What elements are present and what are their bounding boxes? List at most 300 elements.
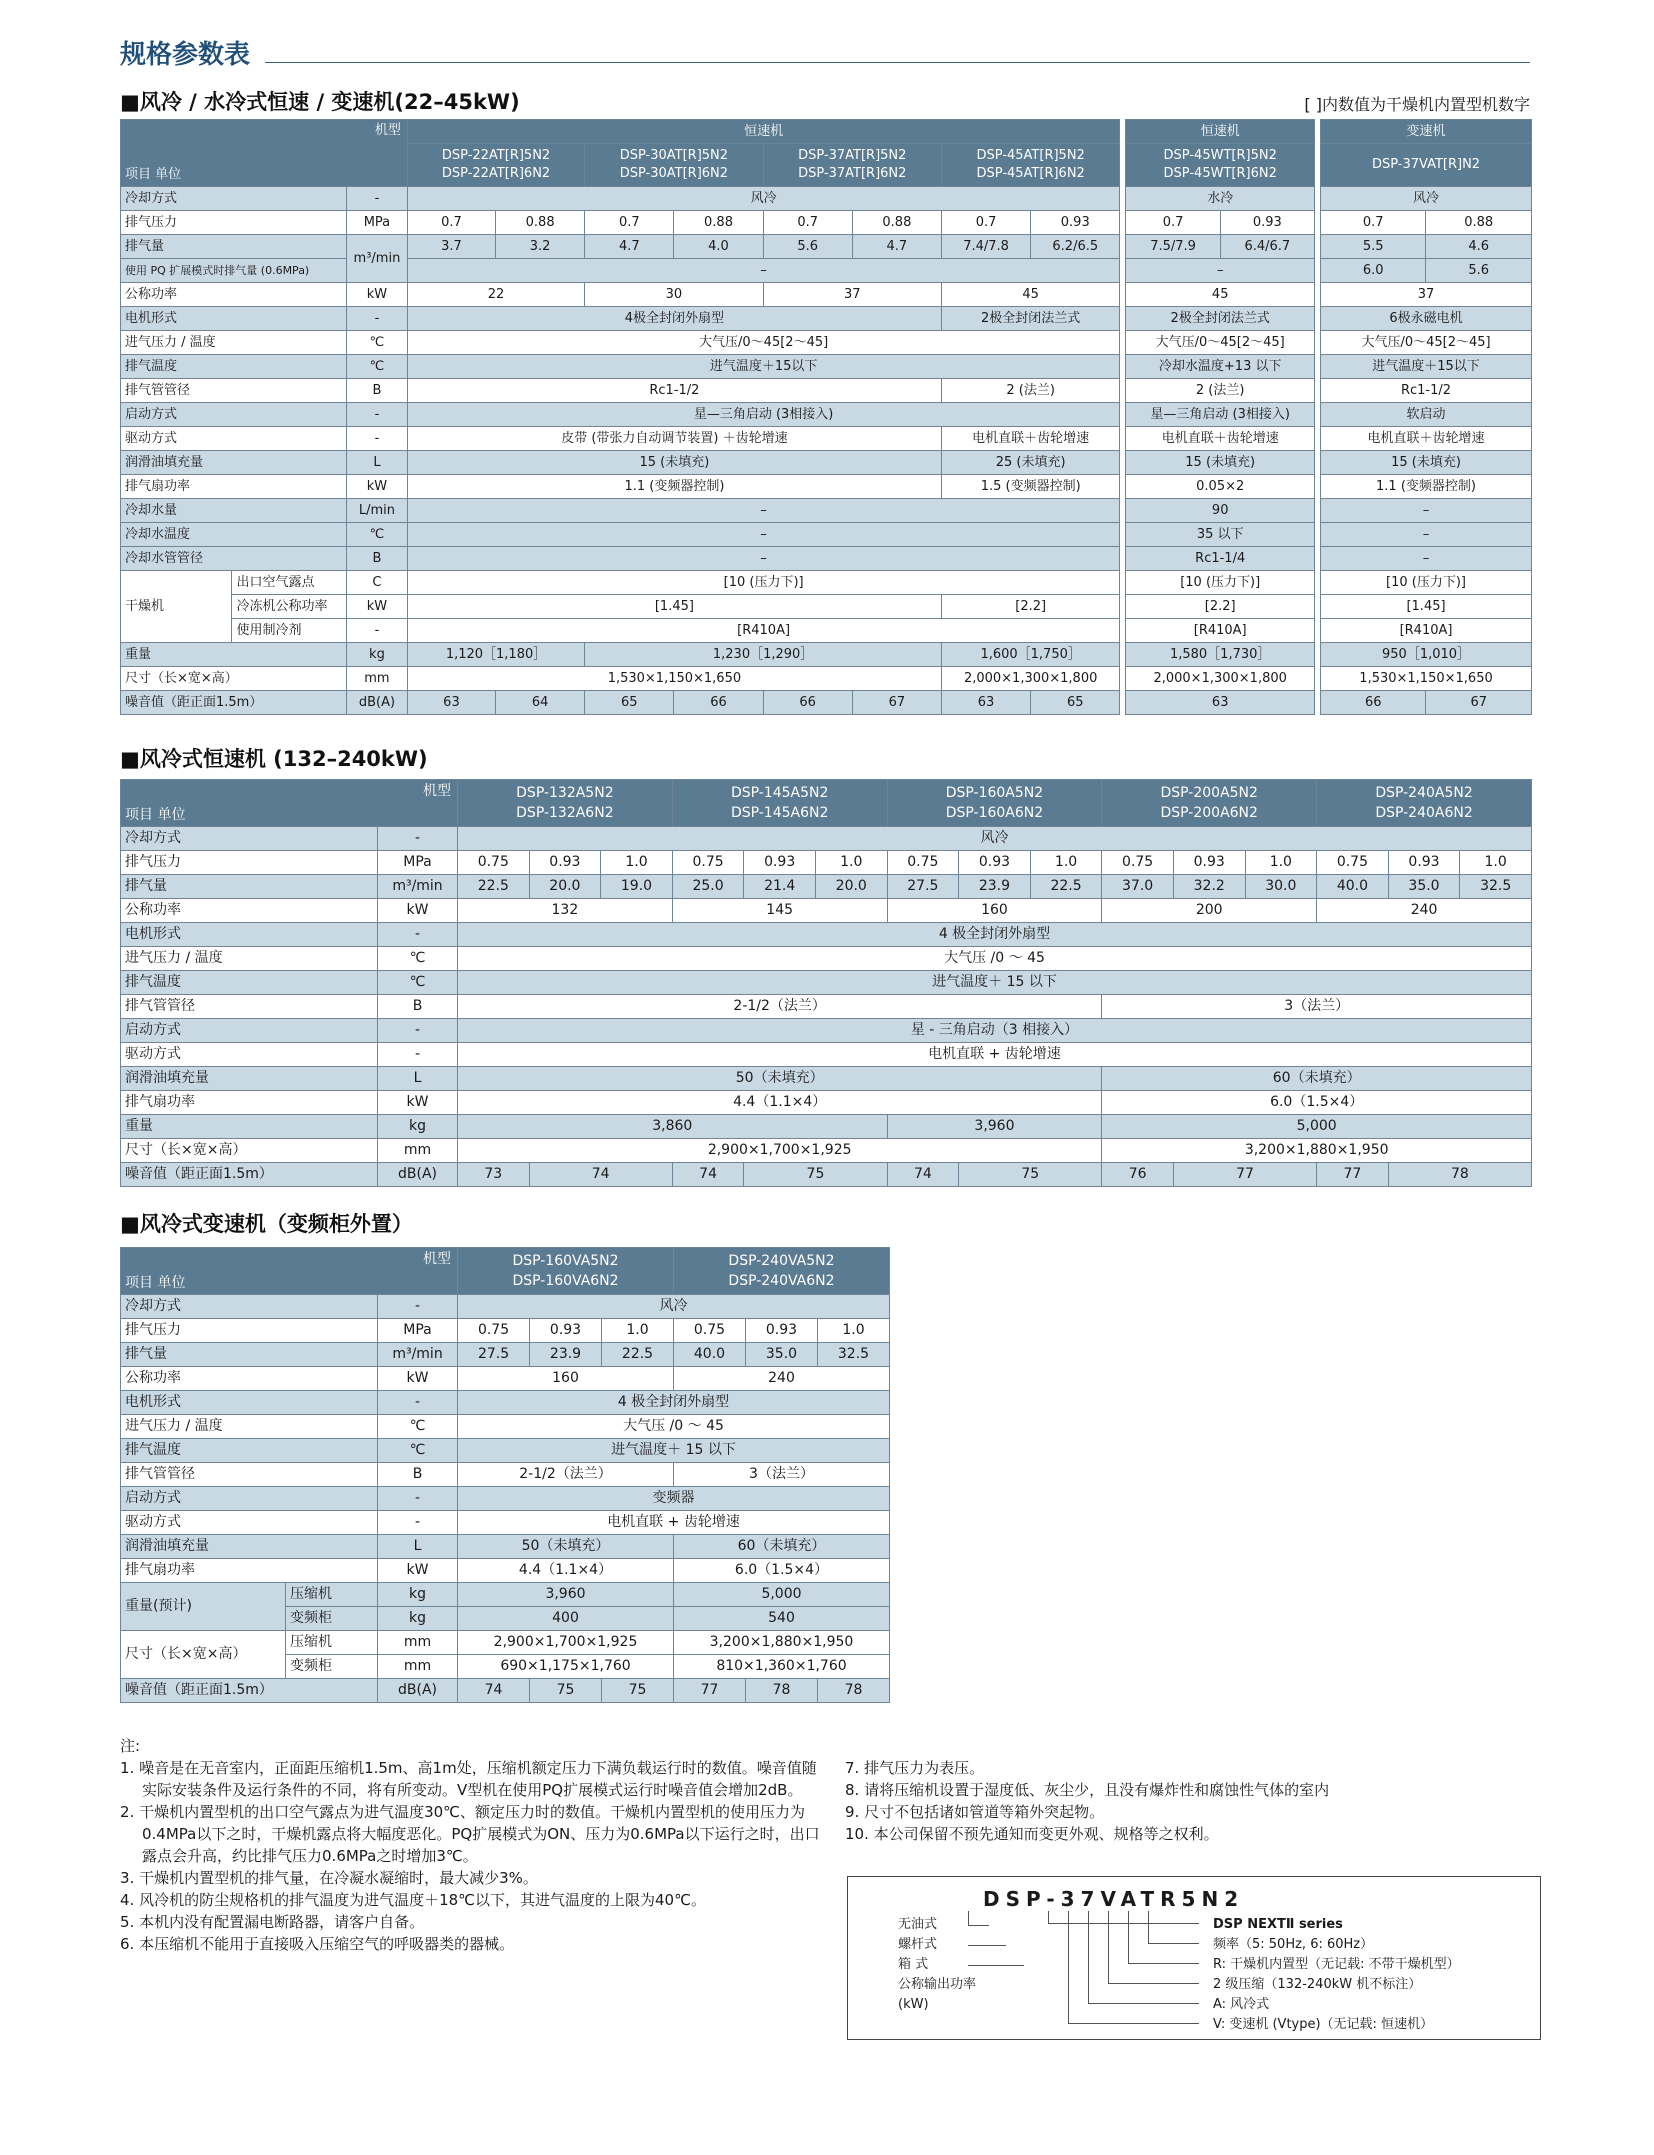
table-row (121, 1679, 890, 1703)
table-cell: 63 (1126, 691, 1315, 715)
table-cell: 6.0 (1321, 259, 1426, 283)
table-cell: 大气压/0～45[2～45] (1321, 331, 1532, 355)
group-water: 恒速机 (1126, 120, 1315, 144)
table-cell: 2,000×1,300×1,800 (1126, 667, 1315, 691)
row-label: 排气压力 (121, 1319, 378, 1343)
table-row (121, 1535, 890, 1559)
table-cell: 19.0 (601, 875, 673, 899)
table-cell: 67 (1426, 691, 1532, 715)
table-cell: 32.2 (1173, 875, 1245, 899)
header-title (121, 1248, 458, 1295)
table-cell: 0.93 (1031, 211, 1120, 235)
table-cell: 3,200×1,880×1,950 (673, 1631, 889, 1655)
row-label: 排气量 (121, 1343, 378, 1367)
table-cell: 75 (602, 1679, 674, 1703)
table-cell: B (347, 379, 408, 403)
table-cell: 风冷 (458, 827, 1532, 851)
table-cell: m³/min (378, 875, 458, 899)
table-cell: ℃ (378, 1439, 458, 1463)
table-cell: 1,600［1,750］ (941, 643, 1119, 667)
table-cell: 5,000 (673, 1583, 889, 1607)
table-cell: 35.0 (1388, 875, 1460, 899)
model-cell: DSP-160VA5N2 DSP-160VA6N2 (458, 1248, 674, 1295)
table-cell: 1,530×1,150×1,650 (407, 667, 941, 691)
row-label: 重量 (121, 1115, 378, 1139)
connector-line (968, 1911, 1024, 1966)
table-cell: 2,900×1,700×1,925 (458, 1139, 1102, 1163)
table-cell: 4.6 (1426, 235, 1532, 259)
section-1-title: ■风冷 / 水冷式恒速 / 变速机(22–45kW) (120, 90, 520, 114)
table-cell: 0.7 (407, 211, 495, 235)
table-row (121, 1439, 890, 1463)
table-row (121, 643, 1532, 667)
model-cell: DSP-45AT[R]5N2 DSP-45AT[R]6N2 (941, 144, 1119, 187)
row-label: 润滑油填充量 (121, 451, 347, 475)
table-cell: 6.2/6.5 (1031, 235, 1120, 259)
table-cell: 0.7 (763, 211, 852, 235)
table-cell: kg (378, 1583, 458, 1607)
table-row (121, 187, 1532, 211)
table-cell: 200 (1102, 899, 1317, 923)
table-cell: – (407, 499, 1120, 523)
table-cell: 1,580［1,730］ (1126, 643, 1315, 667)
row-label: 进气压力 / 温度 (121, 1415, 378, 1439)
table-cell: 74 (672, 1163, 744, 1187)
table-cell: MPa (347, 211, 408, 235)
table-cell: 3,200×1,880×1,950 (1102, 1139, 1532, 1163)
row-label: 噪音值（距正面1.5m） (121, 1163, 378, 1187)
table-cell: 5.6 (1426, 259, 1532, 283)
table-cell: ℃ (378, 1415, 458, 1439)
table-cell: - (378, 923, 458, 947)
table-row (121, 1139, 1532, 1163)
row-label: 变频柜 (286, 1607, 378, 1631)
table-cell: mm (378, 1655, 458, 1679)
table-cell: 1.0 (1030, 851, 1102, 875)
table-cell: 63 (407, 691, 495, 715)
table-cell: kW (347, 475, 408, 499)
table-cell: 6极永磁电机 (1321, 307, 1532, 331)
row-label: 重量(预计) (121, 1583, 286, 1631)
table-cell: mm (378, 1631, 458, 1655)
row-label: 使用 PQ 扩展模式时排气量 (0.6MPa) (121, 259, 347, 283)
header-row (121, 120, 1532, 144)
table-cell: 2极全封闭法兰式 (1126, 307, 1315, 331)
row-label: 进气压力 / 温度 (121, 947, 378, 971)
table-cell: 6.4/6.7 (1220, 235, 1314, 259)
section-2-title: ■风冷式恒速机 (132–240kW) (120, 747, 428, 771)
table-cell: 7.5/7.9 (1126, 235, 1220, 259)
table-cell: 进气温度＋ 15 以下 (458, 1439, 890, 1463)
spec-table-variable-speed (120, 1247, 890, 1703)
table-row (121, 619, 1532, 643)
row-label: 尺寸（长×宽×高） (121, 1631, 286, 1679)
row-label: 压缩机 (286, 1583, 378, 1607)
note-item: 5. 本机内没有配置漏电断路器，请客户自备。 (120, 1913, 425, 1931)
table-cell: 240 (673, 1367, 889, 1391)
model-cell: DSP-45WT[R]5N2 DSP-45WT[R]6N2 (1126, 144, 1315, 187)
table-cell: 76 (1102, 1163, 1174, 1187)
table-cell: 3.2 (496, 235, 585, 259)
table-cell: 45 (1126, 283, 1315, 307)
note-item: 2. 干燥机内置型机的出口空气露点为进气温度30℃、额定压力时的数值。干燥机内置型机的使用压力为0.4MPa以下之时，干燥机露点将大幅度恶化。PQ扩展模式为ON、压力为0.6MPa以下运行之时，出口露点会升高，约比排气压力0.6MPa之时增加3℃。 (120, 1803, 820, 1865)
table-cell: 0.75 (458, 1319, 530, 1343)
model-cell: DSP-132A5N2 DSP-132A6N2 (458, 780, 673, 827)
table-cell: 37.0 (1102, 875, 1174, 899)
table-cell: [R410A] (1321, 619, 1532, 643)
table-cell: kW (378, 899, 458, 923)
row-label: 噪音值（距正面1.5m） (121, 1679, 378, 1703)
note-item: 7. 排气压力为表压。 (845, 1759, 985, 1777)
table-row (121, 1391, 890, 1415)
table-cell: – (407, 547, 1120, 571)
row-label: 尺寸（长×宽×高） (121, 1139, 378, 1163)
table-cell: 400 (458, 1607, 674, 1631)
table-row (121, 331, 1532, 355)
row-label: 启动方式 (121, 1487, 378, 1511)
note-item: 9. 尺寸不包括诸如管道等箱外突起物。 (845, 1803, 1105, 1821)
table-cell: 5.5 (1321, 235, 1426, 259)
table-cell: 6.0（1.5×4） (673, 1559, 889, 1583)
row-label: 驱动方式 (121, 1511, 378, 1535)
legend-label: R: 干燥机内置型（无记载: 不带干燥机型） (1213, 1957, 1460, 1972)
table-cell: 0.7 (1126, 211, 1220, 235)
table-cell: 64 (496, 691, 585, 715)
legend-label: 箱 式 (898, 1957, 929, 1972)
model-cell: DSP-37AT[R]5N2 DSP-37AT[R]6N2 (763, 144, 941, 187)
model-cell: DSP-240A5N2 DSP-240A6N2 (1317, 780, 1532, 827)
table-cell: - (347, 619, 408, 643)
table-cell: 冷却水温度+13 以下 (1126, 355, 1315, 379)
table-cell: - (378, 1295, 458, 1319)
row-label: 电机形式 (121, 307, 347, 331)
row-label: 压缩机 (286, 1631, 378, 1655)
table-row (121, 875, 1532, 899)
table-cell: – (1321, 499, 1532, 523)
table-cell: Rc1-1/2 (407, 379, 941, 403)
table-cell: 3,860 (458, 1115, 888, 1139)
table-cell: 2极全封闭法兰式 (941, 307, 1119, 331)
table-cell: 1.0 (1245, 851, 1317, 875)
table-cell: - (347, 307, 408, 331)
table-row (121, 547, 1532, 571)
table-cell: 78 (817, 1679, 889, 1703)
row-label: 排气温度 (121, 1439, 378, 1463)
table-cell: kW (378, 1367, 458, 1391)
table-cell: - (378, 1043, 458, 1067)
table-cell: 37 (763, 283, 941, 307)
table-cell: 0.93 (744, 851, 816, 875)
title-rule (265, 62, 1530, 63)
table-cell: [10 (压力下)] (1126, 571, 1315, 595)
note-item: 3. 干燥机内置型机的排气量，在冷凝水凝缩时，最大减少3%。 (120, 1869, 538, 1887)
row-label: 排气量 (121, 875, 378, 899)
table-cell: 0.75 (1317, 851, 1389, 875)
table-cell: [1.45] (407, 595, 941, 619)
note-item: 10. 本公司保留不预先通知而变更外观、规格等之权利。 (845, 1825, 1219, 1843)
table-cell: 6.0（1.5×4） (1102, 1091, 1532, 1115)
table-cell: 74 (458, 1679, 530, 1703)
header-item-label: 项目 单位 (125, 1275, 186, 1291)
table-cell: 74 (887, 1163, 959, 1187)
table-cell: dB(A) (378, 1163, 458, 1187)
legend-label: A: 风冷式 (1213, 1997, 1270, 2012)
table-cell: 2,000×1,300×1,800 (941, 667, 1119, 691)
table-cell: [2.2] (1126, 595, 1315, 619)
table-cell: [2.2] (941, 595, 1119, 619)
table-cell: 变频器 (458, 1487, 890, 1511)
table-cell: 1.1 (变频器控制) (1321, 475, 1532, 499)
note-item: 8. 请将压缩机设置于湿度低、灰尘少，且没有爆炸性和腐蚀性气体的室内 (845, 1781, 1330, 1799)
table-cell: 3.7 (407, 235, 495, 259)
table-cell: - (378, 1019, 458, 1043)
table-row (121, 1487, 890, 1511)
table-cell: 0.88 (674, 211, 763, 235)
table-row (121, 1115, 1532, 1139)
table-cell: [10 (压力下)] (407, 571, 1120, 595)
table-cell: mm (347, 667, 408, 691)
table-cell: 90 (1126, 499, 1315, 523)
table-cell: C (347, 571, 408, 595)
table-cell: 4.0 (674, 235, 763, 259)
table-cell: kg (378, 1115, 458, 1139)
table-row (121, 1415, 890, 1439)
header-item-label: 项目 单位 (125, 807, 186, 823)
table-cell: 3（法兰） (1102, 995, 1532, 1019)
table-row (121, 1295, 890, 1319)
table-cell: 0.93 (1388, 851, 1460, 875)
table-row (121, 971, 1532, 995)
row-label: 尺寸（长×宽×高） (121, 667, 347, 691)
table-cell: 40.0 (1317, 875, 1389, 899)
table-cell: 电机直联＋齿轮增速 (941, 427, 1119, 451)
row-label: 冷却方式 (121, 187, 347, 211)
table-cell: 66 (1321, 691, 1426, 715)
table-cell: 皮带 (带张力自动调节装置) ＋齿轮增速 (407, 427, 941, 451)
table-cell: dB(A) (347, 691, 408, 715)
row-label: 公称功率 (121, 283, 347, 307)
table-row (121, 1043, 1532, 1067)
table-row (121, 1091, 1532, 1115)
table-row (121, 947, 1532, 971)
table-cell: 22.5 (458, 875, 530, 899)
row-label: 干燥机 (121, 571, 232, 643)
model-code-right-labels (1213, 1915, 1460, 2035)
table-cell: 0.93 (529, 851, 601, 875)
table-cell: 23.9 (530, 1343, 602, 1367)
table-row (121, 691, 1532, 715)
table-row (121, 1019, 1532, 1043)
table-cell: B (378, 995, 458, 1019)
table-cell: kW (378, 1559, 458, 1583)
note-item: 4. 风冷机的防尘规格机的排气温度为进气温度＋18℃以下，其进气温度的上限为40℃。 (120, 1891, 706, 1909)
table-row (121, 451, 1532, 475)
table-cell: 0.7 (1321, 211, 1426, 235)
row-label: 冷却方式 (121, 827, 378, 851)
table-cell: L (378, 1067, 458, 1091)
table-cell: 75 (530, 1679, 602, 1703)
table-cell: - (378, 827, 458, 851)
table-row (121, 995, 1532, 1019)
table-cell: 27.5 (887, 875, 959, 899)
model-code: DSP-37VATR5N2 (983, 1887, 1245, 1911)
row-label: 排气管管径 (121, 1463, 378, 1487)
row-label: 排气管管径 (121, 379, 347, 403)
row-label: 驱动方式 (121, 1043, 378, 1067)
table-cell: 25.0 (672, 875, 744, 899)
row-label: 噪音值（距正面1.5m） (121, 691, 347, 715)
table-cell: 星—三角启动 (3相接入) (407, 403, 1120, 427)
legend-label: 频率（5: 50Hz, 6: 60Hz） (1213, 1937, 1374, 1952)
table-cell: 5.6 (763, 235, 852, 259)
table-cell: 大气压/0～45[2～45] (1126, 331, 1315, 355)
table-cell: 电机直联＋齿轮增速 (1126, 427, 1315, 451)
table-row (121, 1319, 890, 1343)
table-cell: 65 (585, 691, 674, 715)
group-constant: 恒速机 (407, 120, 1120, 144)
page-title: 规格参数表 (120, 40, 251, 70)
table-cell: 77 (1173, 1163, 1316, 1187)
table-cell: 37 (1321, 283, 1532, 307)
legend-label: 螺杆式 (898, 1937, 938, 1952)
table-cell: ℃ (347, 355, 408, 379)
table-cell: 160 (458, 1367, 674, 1391)
table-cell: 3（法兰） (673, 1463, 889, 1487)
legend-label: V: 变速机 (Vtype)（无记载: 恒速机） (1213, 2017, 1434, 2032)
table-cell: 0.7 (585, 211, 674, 235)
table-row (121, 499, 1532, 523)
table-row (121, 827, 1532, 851)
table-row (121, 211, 1532, 235)
table-cell: 23.9 (959, 875, 1031, 899)
legend-label: 无油式 (898, 1917, 938, 1932)
table-cell: 66 (763, 691, 852, 715)
table-cell: 星—三角启动 (3相接入) (1126, 403, 1315, 427)
table-cell: 77 (1317, 1163, 1389, 1187)
legend-label: 公称输出功率 (898, 1977, 977, 1992)
table-row (121, 403, 1532, 427)
table-cell: 2 (法兰) (941, 379, 1119, 403)
header-title (121, 120, 408, 187)
table-cell: MPa (378, 851, 458, 875)
row-label: 排气量 (121, 235, 347, 259)
table-cell: MPa (378, 1319, 458, 1343)
legend-label: (kW) (898, 1997, 929, 2012)
table-cell: 1.5 (变频器控制) (941, 475, 1119, 499)
table-cell: – (407, 523, 1120, 547)
table-cell: 1.1 (变频器控制) (407, 475, 941, 499)
table-cell: 15 (未填充) (1321, 451, 1532, 475)
table-cell: - (347, 427, 408, 451)
table-cell: 进气温度＋ 15 以下 (458, 971, 1532, 995)
table-cell: 145 (672, 899, 887, 923)
table-cell: kW (378, 1091, 458, 1115)
table-cell: [R410A] (1126, 619, 1315, 643)
table-cell: 0.93 (1220, 211, 1314, 235)
row-label: 冷冻机公称功率 (232, 595, 347, 619)
note-item: 6. 本压缩机不能用于直接吸入压缩空气的呼吸器类的器械。 (120, 1935, 515, 1953)
table-cell: L/min (347, 499, 408, 523)
row-label: 润滑油填充量 (121, 1067, 378, 1091)
table-cell: m³/min (378, 1343, 458, 1367)
row-label: 启动方式 (121, 1019, 378, 1043)
table-row (121, 235, 1532, 259)
table-cell: 2,900×1,700×1,925 (458, 1631, 674, 1655)
table-cell: - (347, 403, 408, 427)
table-cell: 0.75 (672, 851, 744, 875)
table-cell: ℃ (378, 947, 458, 971)
row-label: 公称功率 (121, 1367, 378, 1391)
table-cell: 540 (673, 1607, 889, 1631)
table-cell: 63 (941, 691, 1030, 715)
table-cell: 风冷 (458, 1295, 890, 1319)
table-cell: 电机直联 + 齿轮增速 (458, 1511, 890, 1535)
table-cell: L (347, 451, 408, 475)
table-row (121, 1559, 890, 1583)
table-cell: - (378, 1487, 458, 1511)
notes-right (845, 1757, 1545, 1845)
table-cell: 电机直联＋齿轮增速 (1321, 427, 1532, 451)
table-cell: [10 (压力下)] (1321, 571, 1532, 595)
table-cell: – (1321, 547, 1532, 571)
legend-label: 2 级压缩（132-240kW 机不标注） (1213, 1977, 1422, 1992)
table-row (121, 1631, 890, 1655)
model-cell: DSP-145A5N2 DSP-145A6N2 (672, 780, 887, 827)
table-cell: mm (378, 1139, 458, 1163)
table-cell: Rc1-1/2 (1321, 379, 1532, 403)
header-item-label: 项目 单位 (125, 167, 182, 182)
table-cell: ℃ (347, 523, 408, 547)
table-cell: 1,530×1,150×1,650 (1321, 667, 1532, 691)
table-cell: 风冷 (407, 187, 1120, 211)
row-label: 驱动方式 (121, 427, 347, 451)
model-cell: DSP-30AT[R]5N2 DSP-30AT[R]6N2 (585, 144, 763, 187)
table-row (121, 1511, 890, 1535)
table-cell: 3,960 (458, 1583, 674, 1607)
table-row (121, 1067, 1532, 1091)
table-cell: 15 (未填充) (407, 451, 941, 475)
table-cell: 2-1/2（法兰） (458, 1463, 674, 1487)
table-row (121, 1367, 890, 1391)
table-row (121, 475, 1532, 499)
row-label: 排气温度 (121, 355, 347, 379)
table-cell: 21.4 (744, 875, 816, 899)
group-variable: 变速机 (1321, 120, 1532, 144)
table-cell: 1,230［1,290］ (585, 643, 942, 667)
table-cell: 大气压 /0 ～ 45 (458, 947, 1532, 971)
table-cell: 240 (1317, 899, 1532, 923)
table-cell: 65 (1031, 691, 1120, 715)
table-row (121, 307, 1532, 331)
table-cell: 1.0 (817, 1319, 889, 1343)
table-row (121, 259, 1532, 283)
table-cell: 27.5 (458, 1343, 530, 1367)
table-cell: 25 (未填充) (941, 451, 1119, 475)
row-label: 排气温度 (121, 971, 378, 995)
table-cell: 20.0 (815, 875, 887, 899)
row-label: 排气压力 (121, 211, 347, 235)
table-cell: 77 (673, 1679, 745, 1703)
table-cell: 30 (585, 283, 763, 307)
table-cell: 22.5 (1030, 875, 1102, 899)
table-cell: [1.45] (1321, 595, 1532, 619)
table-cell: B (347, 547, 408, 571)
table-cell: 66 (674, 691, 763, 715)
row-label: 冷却方式 (121, 1295, 378, 1319)
table-row (121, 1163, 1532, 1187)
table-cell: 风冷 (1321, 187, 1532, 211)
table-cell: 电机直联 + 齿轮增速 (458, 1043, 1532, 1067)
